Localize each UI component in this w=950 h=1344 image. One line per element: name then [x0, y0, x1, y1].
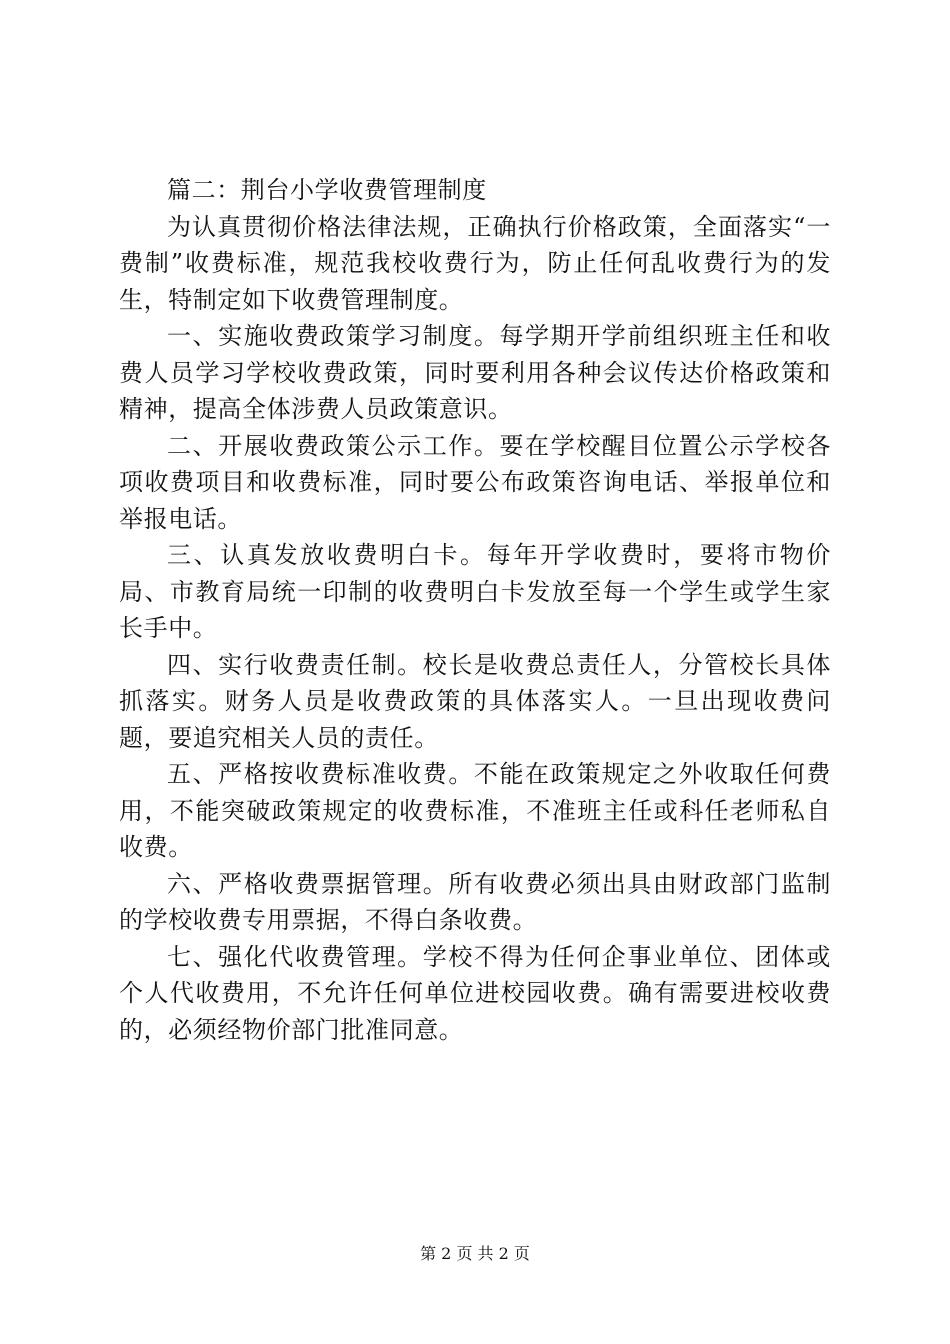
paragraph-item-2: 二、开展收费政策公示工作。要在学校醒目位置公示学校各项收费项目和收费标准，同时要公布政策咨询电话、举报单位和举报电话。: [119, 431, 831, 533]
paragraph-item-7: 七、强化代收费管理。学校不得为任何企事业单位、团体或个人代收费用，不允许任何单位进校园收费。确有需要进校收费的，必须经物价部门批准同意。: [119, 942, 831, 1044]
paragraph-item-3: 三、认真发放收费明白卡。每年开学收费时，要将市物价局、市教育局统一印制的收费明白卡发放至每一个学生或学生家长手中。: [119, 541, 831, 642]
page-number-footer: 第 2 页 共 2 页: [420, 1244, 530, 1263]
paragraph-item-6: 六、严格收费票据管理。所有收费必须出具由财政部门监制的学校收费专用票据，不得白条收费。: [119, 869, 831, 934]
paragraph-item-1: 一、实施收费政策学习制度。每学期开学前组织班主任和收费人员学习学校收费政策，同时要利用各种会议传达价格政策和精神，提高全体涉费人员政策意识。: [119, 322, 831, 423]
paragraph-intro: 为认真贯彻价格法律法规，正确执行价格政策，全面落实“一费制”收费标准，规范我校收费行为，防止任何乱收费行为的发生，特制定如下收费管理制度。: [119, 212, 831, 314]
paragraph-item-4: 四、实行收费责任制。校长是收费总责任人，分管校长具体抓落实。财务人员是收费政策的具体落实人。一旦出现收费问题，要追究相关人员的责任。: [119, 650, 831, 752]
paragraph-item-5: 五、严格按收费标准收费。不能在政策规定之外收取任何费用，不能突破政策规定的收费标准，不准班主任或科任老师私自收费。: [119, 760, 831, 861]
document-body: [119, 172, 831, 1048]
document-title: 篇二：荆台小学收费管理制度: [167, 176, 487, 204]
